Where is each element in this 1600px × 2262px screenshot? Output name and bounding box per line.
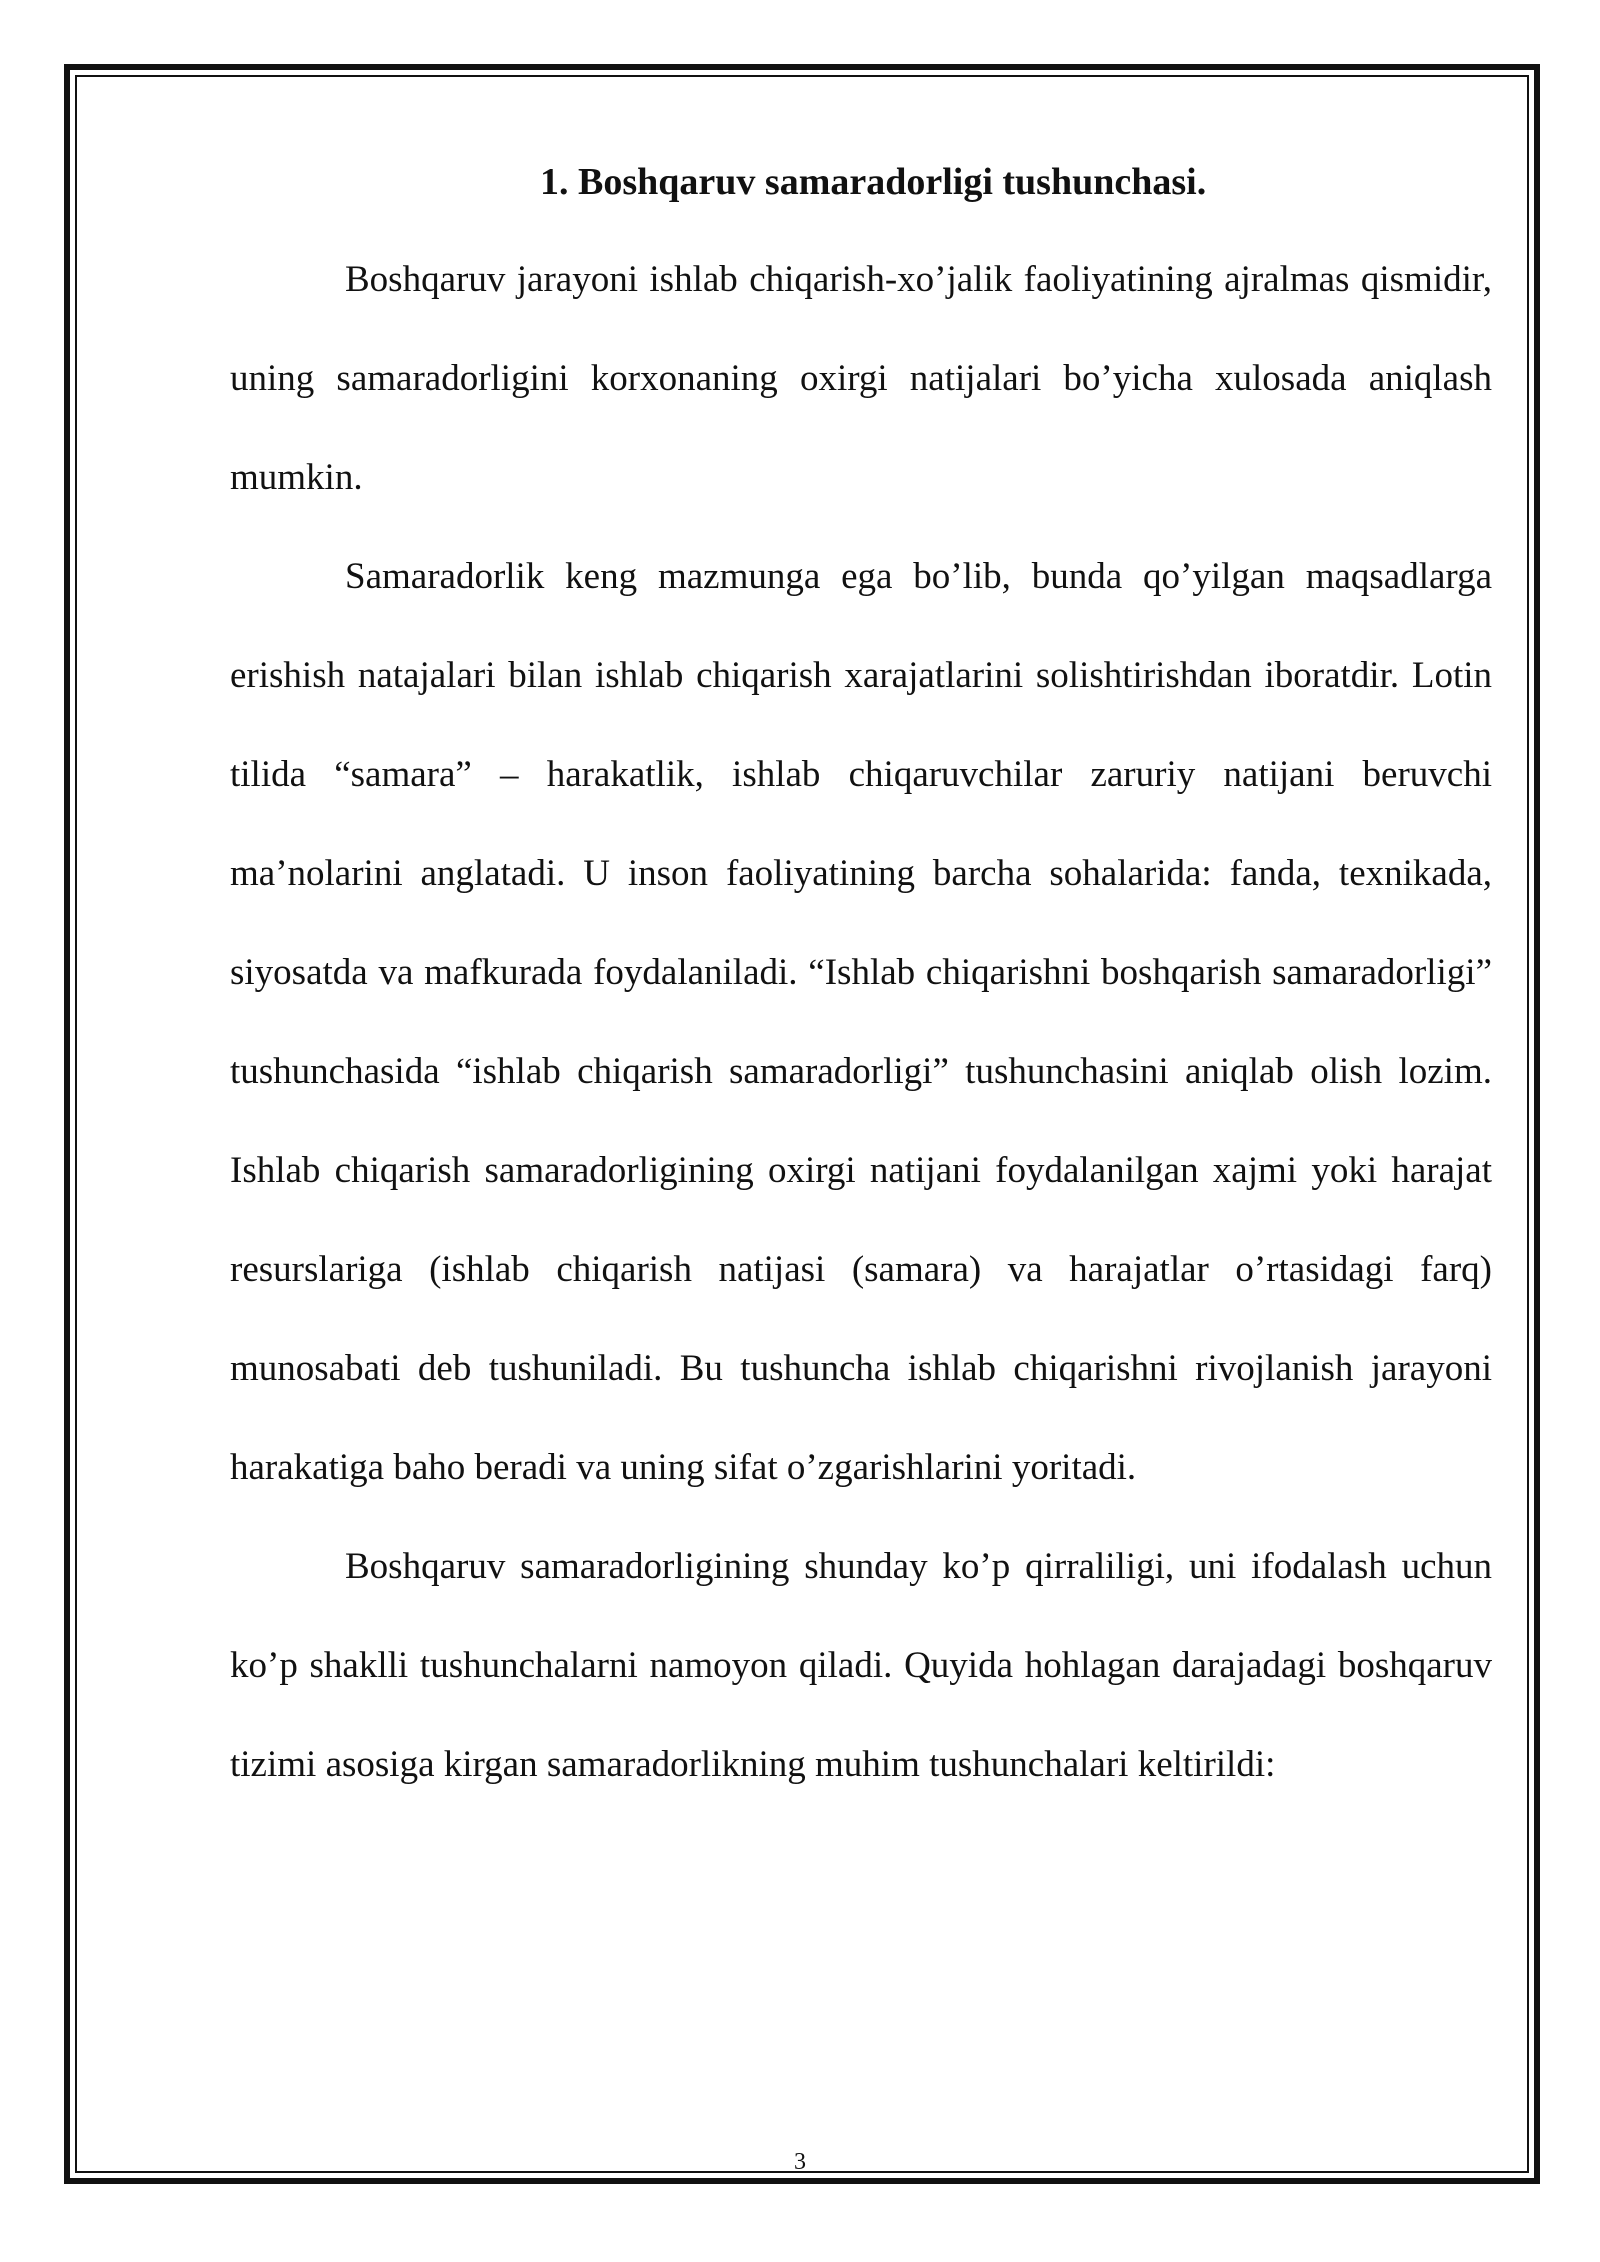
paragraph-3: Boshqaruv samaradorligining shunday ko’p qirraliligi, uni ifodalash uchun ko’p shaklli tushunchalarni namoyon qiladi. Quyida hohlagan darajadagi boshqaruv tizimi asosiga kirgan samaradorlikning muhim tushunchalari keltirildi: bbox=[230, 1546, 1492, 1785]
page-content bbox=[230, 150, 1492, 1814]
paragraph-2: Samaradorlik keng mazmunga ega bo’lib, bunda qo’yilgan maqsadlarga erishish natajalari bilan ishlab chiqarish xarajatlarini solishtirishdan iboratdir. Lotin tilida “samara” – harakatlik, ishlab chiqaruvchilar zaruriy natijani beruvchi ma’nolarini anglatadi. U inson faoliyatining barcha sohalarida: fanda, texnikada, siyosatda va mafkurada foydalaniladi. “Ishlab chiqarishni boshqarish samaradorligi” tushunchasida “ishlab chiqarish samaradorligi” tushunchasini aniqlab olish lozim. Ishlab chiqarish samaradorligining oxirgi natijani foydalanilgan xajmi yoki harajat resurslariga (ishlab chiqarish natijasi (samara) va harajatlar o’rtasidagi farq) munosabati deb tushuniladi. Bu tushuncha ishlab chiqarishni rivojlanish jarayoni harakatiga baho beradi va uning sifat o’zgarishlarini yoritadi. bbox=[230, 556, 1492, 1488]
section-title: 1. Boshqaruv samaradorligi tushunchasi. bbox=[540, 161, 1207, 203]
paragraph-1: Boshqaruv jarayoni ishlab chiqarish-xo’jalik faoliyatining ajralmas qismidir, uning samaradorligini korxonaning oxirgi natijalari bo’yicha xulosada aniqlash mumkin. bbox=[230, 259, 1492, 498]
page-number: 3 bbox=[794, 2149, 806, 2175]
